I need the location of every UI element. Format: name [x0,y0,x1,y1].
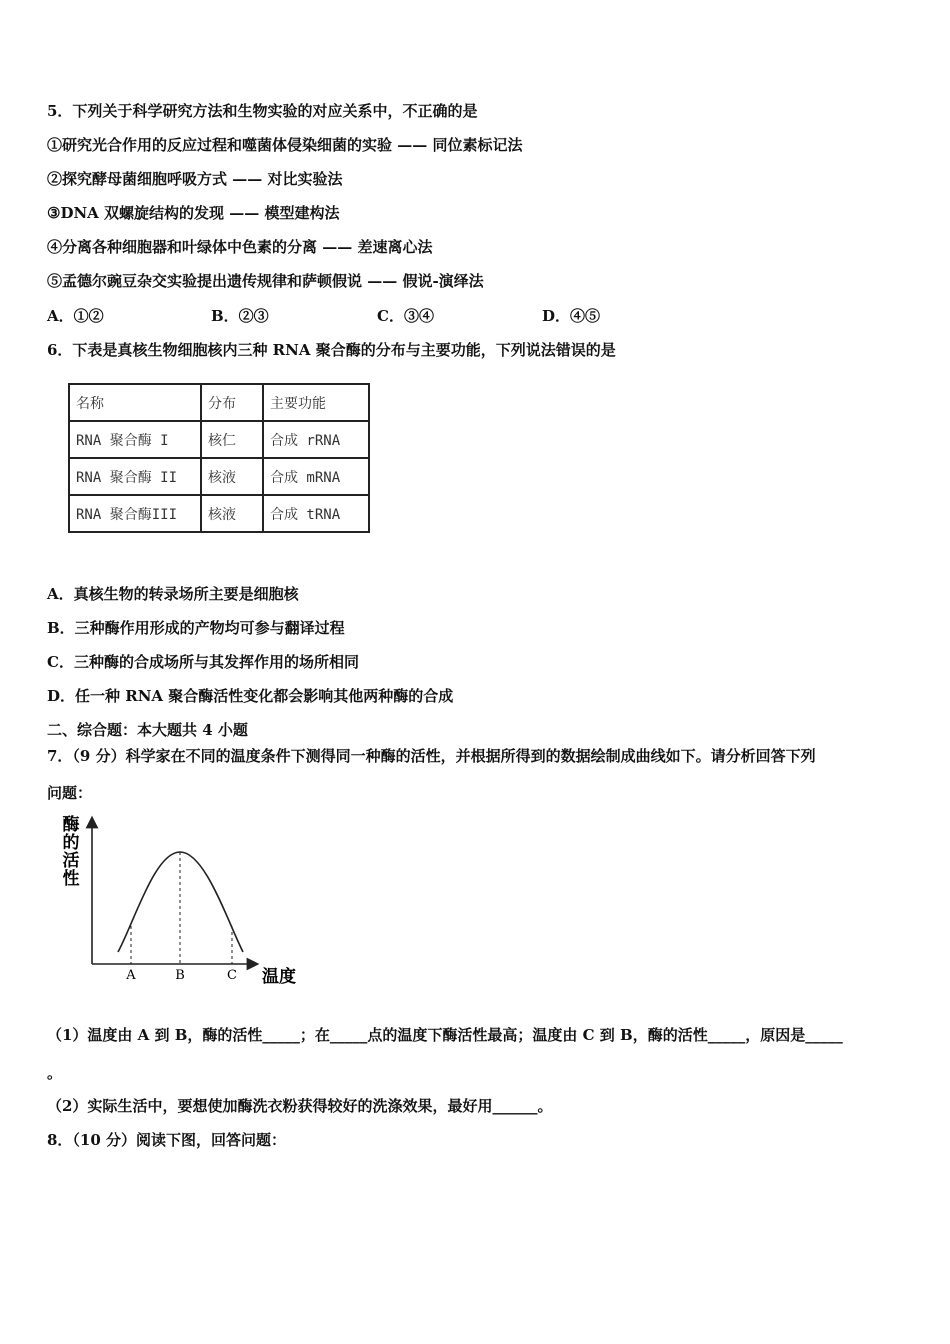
table-cell: RNA 聚合酶III [69,495,201,532]
point-label-a: A [126,968,136,983]
y-axis-label-char: 酶 [62,815,80,835]
y-axis-label-char: 的 [62,833,80,853]
point-label-b: B [175,968,185,983]
table-cell: RNA 聚合酶 II [69,458,201,495]
q5-item-3: ③DNA 双螺旋结构的发现 —— 模型建构法 [47,204,340,222]
q6-stem: 6．下表是真核生物细胞核内三种 RNA 聚合酶的分布与主要功能，下列说法错误的是 [47,341,616,359]
rna-polymerase-table [68,383,370,533]
q5-item-1: ①研究光合作用的反应过程和噬菌体侵染细菌的实验 —— 同位素标记法 [47,136,523,154]
table-header: 分布 [201,384,263,421]
table-row [69,421,369,458]
table-cell: 合成 tRNA [263,495,369,532]
q8-stem: 8．（10 分）阅读下图，回答问题： [47,1131,287,1149]
y-axis-label-char: 性 [62,869,80,889]
q5-stem: 5．下列关于科学研究方法和生物实验的对应关系中，不正确的是 [47,102,478,120]
section-heading: 二、综合题：本大题共 4 小题 [47,721,248,739]
enzyme-activity-graph [55,812,315,992]
q7-sub1-end: 。 [47,1064,63,1082]
table-row [69,458,369,495]
table-cell: 核液 [201,495,263,532]
q6-option-b: B．三种酶作用形成的产物均可参与翻译过程 [47,619,345,637]
q5-item-2: ②探究酵母菌细胞呼吸方式 —— 对比实验法 [47,170,343,188]
q7-stem-continued: 问题： [47,784,93,802]
point-label-c: C [227,968,237,983]
table-cell: RNA 聚合酶 I [69,421,201,458]
q5-item-5: ⑤孟德尔豌豆杂交实验提出遗传规律和萨顿假说 —— 假说-演绎法 [47,272,484,290]
x-axis-label: 温度 [262,967,296,987]
table-header-row [69,384,369,421]
q6-option-c: C．三种酶的合成场所与其发挥作用的场所相同 [47,653,359,671]
table-row [69,495,369,532]
q7-sub2: （2）实际生活中，要想使加酶洗衣粉获得较好的洗涤效果，最好用______。 [47,1097,553,1115]
q5-option-c: C．③④ [377,307,434,325]
q5-option-d: D．④⑤ [542,307,601,325]
q6-option-d: D．任一种 RNA 聚合酶活性变化都会影响其他两种酶的合成 [47,687,454,705]
q7-stem: 7．（9 分）科学家在不同的温度条件下测得同一种酶的活性，并根据所得到的数据绘制成曲线如下。请分析回答下列 [47,747,816,765]
y-axis-label-char: 活 [62,851,80,871]
table-cell: 合成 mRNA [263,458,369,495]
table-cell: 核液 [201,458,263,495]
q5-option-b: B．②③ [211,307,269,325]
q5-item-4: ④分离各种细胞器和叶绿体中色素的分离 —— 差速离心法 [47,238,433,256]
table-header: 名称 [69,384,201,421]
table-cell: 核仁 [201,421,263,458]
q7-sub1: （1）温度由 A 到 B，酶的活性_____；在_____点的温度下酶活性最高；温度由 C 到 B，酶的活性_____，原因是_____ [47,1026,843,1044]
table-cell: 合成 rRNA [263,421,369,458]
table-header: 主要功能 [263,384,369,421]
q5-option-a: A．①② [47,307,104,325]
q6-option-a: A．真核生物的转录场所主要是细胞核 [47,585,299,603]
